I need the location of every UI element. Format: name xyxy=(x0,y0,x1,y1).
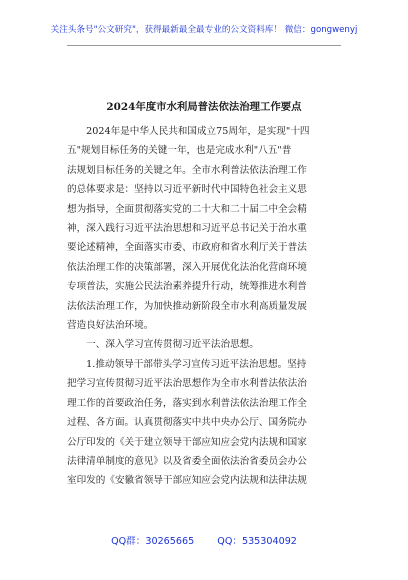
footer-contact xyxy=(0,533,408,547)
qq-group-number: QQ群：30265665 xyxy=(111,536,195,547)
body-line: 把学习宣传贯彻习近平法治思想作为全市水利普法依法治 xyxy=(67,378,307,390)
body-line: 室印发的《安徽省领导干部应知应会党内法规和法律法规 xyxy=(67,475,307,487)
body-line: 专项普法，实施公民法治素养提升行动，统筹推进水利普 xyxy=(67,281,307,293)
body-line: 2024年是中华人民共和国成立75周年，是实现"十四 xyxy=(67,126,310,137)
body-line: 神，深入践行习近平法治思想和习近平总书记关于治水重 xyxy=(67,223,307,235)
qq-number: QQ：535304092 xyxy=(217,536,297,547)
body-line: 公厅印发的《关于建立领导干部应知应会党内法规和国家 xyxy=(67,436,307,448)
document-title: 2024年度市水利局普法依法治理工作要点 xyxy=(106,101,302,113)
body-line: 想为指导，全面贯彻落实党的二十大和二十届二中全会精 xyxy=(67,203,307,215)
header-banner: 关注头条号"公文研究"，获得最新最全最专业的公文资料库！ 微信：gongwenyj xyxy=(50,25,358,35)
body-line: 法依法治理工作，为加快推动新阶段全市水利高质量发展 xyxy=(67,300,307,312)
body-line: 五"规划目标任务的关键一年，也是完成水利"八五"普 xyxy=(67,145,292,157)
body-line: 理工作的首要政治任务，落实到水利普法依法治理工作全 xyxy=(67,397,307,409)
body-line: 依法治理工作的决策部署，深入开展优化法治化营商环境 xyxy=(67,261,307,273)
body-line: 要论述精神，全面落实市委、市政府和省水利厅关于普法 xyxy=(67,242,307,254)
body-line: 法律清单制度的意见》以及省委全面依法治省委员会办公 xyxy=(67,455,307,467)
body-line: 1.推动领导干部带头学习宣传习近平法治思想。坚持 xyxy=(67,358,307,370)
body-line: 的总体要求是：坚持以习近平新时代中国特色社会主义思 xyxy=(67,184,307,196)
document-body xyxy=(67,122,343,491)
body-line: 营造良好法治环境。 xyxy=(67,320,154,332)
body-line: 过程、各方面。认真贯彻落实中共中央办公厅、国务院办 xyxy=(67,417,307,429)
section-heading: 一、深入学习宣传贯彻习近平法治思想。 xyxy=(67,339,259,351)
header-divider xyxy=(67,45,341,46)
body-line: 法规划目标任务的关键之年。全市水利普法依法治理工作 xyxy=(67,164,307,176)
